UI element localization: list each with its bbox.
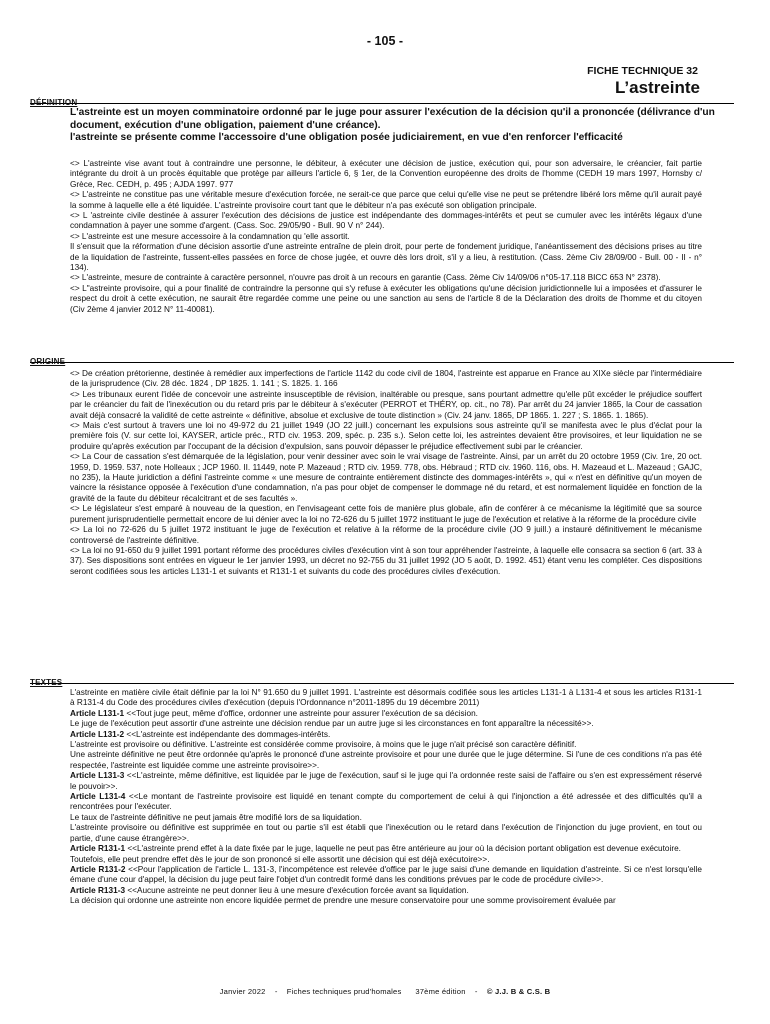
section-label-definition: DÉFINITION — [30, 98, 78, 107]
footer-copyright: © J.J. B & C.S. B — [486, 987, 551, 996]
definition-lead-1: L'astreinte est un moyen comminatoire ordonné par le juge pour assurer l'exécution de la décision qu'il a prononcée (délivrance d'un document, exécution d'une obligation, paiement d'une créance). — [70, 107, 715, 131]
textes-item — [70, 719, 702, 729]
definition-paragraph: <> L'astreinte, mesure de contrainte à caractère personnel, n'ouvre pas droit à un recours en garantie (Cass. 2ème Civ 14/09/06 n°05-17.118 BICC 653 N° 2378). — [70, 273, 661, 283]
page-number: - 105 - — [366, 34, 404, 48]
footer-separator: - — [274, 987, 278, 996]
section-rule-textes — [30, 683, 734, 684]
definition-paragraph: Il s'ensuit que la réformation d'une décision assortie d'une astreinte entraîne de plein droit, pour perte de fondement juridique, l'anéantissement des décisions prises au titre de la liquidation de l'astreinte, fussent-elles passées en force de chose jugée, et ouvre dès lors droit, s'il y a lieu, à restitution. (Cass. 2ème Civ 28/09/00 - Bull. 00 - II - n° 134). — [70, 242, 702, 273]
textes-item — [70, 813, 702, 823]
section-label-origine: ORIGINE — [30, 357, 66, 366]
article-text: <<Pour l'application de l'article L. 131-3, l'incompétence est relevée d'office par le juge saisi d'une demande en liquidation d'astreinte. Si ce n'est lorsqu'elle émane d'une cour d'appel, la décision du juge peut faire l'objet d'un contredit formé dans les conditions prévues par le code de procédure civile>>. — [70, 864, 702, 885]
article-ref: Article L131-3 — [70, 771, 125, 781]
textes-item — [70, 771, 702, 792]
article-text: L'astreinte est provisoire ou définitive. L'astreinte est considérée comme provisoire, à moins que le juge n'ait précisé son caractère définitif. — [70, 740, 577, 750]
definition-paragraph: <> L 'astreinte civile destinée à assurer l'exécution des décisions de justice est indépendante des dommages-intérêts et peut se cumuler avec les intérêts légaux d'une condamnation à payer une somme d'argent. (Cass. Soc. 29/05/90 - Bull. 90 V n° 244). — [70, 211, 702, 231]
definition-paragraph: <> L'astreinte vise avant tout à contraindre une personne, le débiteur, à exécuter une décision de justice, exécution qui, pour son adversaire, le créancier, fait partie intégrante du droit à un procès équitable que protège par ailleurs l'article 6, § 1er, de la Convention européenne des droits de l'homme (CEDH 19 mars 1997, Hornsby c/ Grèce, Rec. CEDH, p. 495 ; AJDA 1997. 977 — [70, 159, 702, 189]
origine-paragraph: <> De création prétorienne, destinée à remédier aux imperfections de l'article 1142 du code civil de 1804, l'astreinte est apparue en France au XIXe siècle par l'intermédiaire de la jurisprudence (Civ. 28 déc. 1824 , DP 1825. 1. 141 ; S. 1825. 1. 166 — [70, 369, 702, 389]
section-rule-definition — [30, 103, 734, 104]
textes-item — [70, 855, 702, 865]
origine-paragraph: <> La Cour de cassation s'est démarquée de la législation, pour venir dessiner avec soin le vrai visage de l'astreinte. Ainsi, par un arrêt du 20 octobre 1959 (Civ. 1re, 20 oct. 1959, D. 1959. 537, note Holleaux ; JCP 1960. II. 11449, note P. Mazeaud ; RTD civ. 1959. 778, obs. Hébraud ; RTD civ. 1960. 116, obs. H. Mazeaud et L. Mazeaud ; GAJC, no 235), la Haute juridiction a défini l'astreinte comme « une mesure de contrainte entièrement distincte des dommages-intérêts », qui « n'est en définitive qu'un moyen de vaincre la résistance opposée à l'exécution d'une condamnation, n'a pas pour objet de compenser le dommage né du retard, et est normalement liquidée en fonction de la gravité de la faute du débiteur récalcitrant et de ses facultés ». — [70, 452, 702, 503]
textes-item — [70, 886, 702, 896]
article-text: <<L'astreinte prend effet à la date fixée par le juge, laquelle ne peut pas être antérieure au jour où la décision portant obligation est devenue exécutoire. — [125, 844, 681, 854]
textes-body — [70, 688, 702, 907]
article-text: <<Aucune astreinte ne peut donner lieu à une mesure d'exécution forcée avant sa liquidation. — [125, 885, 469, 895]
textes-item — [70, 792, 702, 813]
origine-paragraph: <> La loi no 91-650 du 9 juillet 1991 portant réforme des procédures civiles d'exécution vint à son tour appréhender l'astreinte, à laquelle elle consacra sa section 6 (art. 33 à 37). Ses dispositions sont entrées en vigueur le 1er janvier 1993, un décret no 92-755 du 31 juillet 1992 (JO 5 août, D. 1992. 451) étant venu les compléter. Ces dispositions seront codifiées sous les articles L131-1 et suivants et R131-1 et suivants du code des procédures civiles d'exécution. — [70, 545, 702, 576]
textes-intro: L'astreinte en matière civile était définie par la loi N° 91.650 du 9 juillet 1991. L'astreinte est désormais codifiée sous les articles L131-1 à L131-4 et sous les articles R131-1 à R131-4 du Code des procédures civiles d'exécution (depuis l'Ordonnance n°2011-1895 du 19 décembre 2011) — [70, 688, 702, 708]
article-ref: Article L131-4 — [70, 792, 126, 802]
article-text: L'astreinte provisoire ou définitive est supprimée en tout ou partie s'il est établi que l'inexécution ou le retard dans l'exécution de l'injonction du juge provient, en tout ou partie, d'une cause étrangère>>. — [70, 823, 702, 843]
textes-item — [70, 844, 702, 854]
definition-body — [70, 159, 702, 315]
footer-date: Janvier 2022 — [219, 987, 266, 996]
article-text: <<Tout juge peut, même d'office, ordonner une astreinte pour assurer l'exécution de sa décision. — [124, 708, 478, 718]
article-text: Une astreinte définitive ne peut être ordonnée qu'après le prononcé d'une astreinte provisoire et pour une durée que le juge détermine. Si l'une de ces conditions n'a pas été respectée, l'astreinte est liquidée comme une astreinte provisoire>>. — [70, 750, 702, 770]
origine-paragraph: <> Mais c'est surtout à travers une loi no 49-972 du 21 juillet 1949 (JO 22 juill.) concernant les expulsions sous astreinte qu'il se manifesta avec le plus d'éclat pour la première fois (V. sur cette loi, KAYSER, article préc., RTD civ. 1953. 209, spéc. p. 235 s.). Selon cette loi, les astreintes devaient être provisoires, et leur liquidation ne se produire qu'après exécution par l'occupant de la décision d'expulsion, sans pouvoir dépasser le préjudice effectivement subi par le créancier. — [70, 421, 702, 451]
article-text: <<L'astreinte, même définitive, est liquidée par le juge de l'exécution, sauf si le juge qui l'a ordonnée reste saisi de l'affaire ou s'en est expressément réservé le pouvoir>>. — [70, 771, 703, 791]
textes-item — [70, 750, 702, 771]
article-ref: Article L131-1 — [70, 708, 125, 718]
section-label-textes: TEXTES — [30, 678, 63, 687]
origine-body — [70, 369, 702, 577]
article-ref: Article R131-3 — [70, 885, 126, 895]
article-ref: Article L131-2 — [70, 729, 125, 739]
article-text: La décision qui ordonne une astreinte non encore liquidée permet de prendre une mesure conservatoire pour une somme provisoirement évaluée par — [70, 896, 616, 906]
article-text: Le juge de l'exécution peut assortir d'une astreinte une décision rendue par un autre juge si les circonstances en font apparaître la nécessité>>. — [70, 719, 594, 729]
origine-paragraph: <> La loi no 72-626 du 5 juillet 1972 instituant le juge de l'exécution et relative à la réforme de la procédure civile (JO 9 juill.) a instauré définitivement le mécanisme controversé de l'astreinte définitive. — [70, 525, 702, 545]
textes-item — [70, 823, 702, 844]
definition-lead — [70, 107, 720, 145]
definition-lead-2: l'astreinte se présente comme l'accessoire d'une obligation posée judiciairement, en vue d'en renforcer l'efficacité — [70, 132, 623, 143]
definition-paragraph: <> L'astreinte ne constitue pas une véritable mesure d'exécution forcée, ne serait-ce que parce que celui qu'elle vise ne peut se prétendre libéré lors même qu'il aurait payé la somme à laquelle elle a été liquidée. L'astreinte provisoire court tant que le débiteur n'a pas exécuté son obligation principale. — [70, 190, 702, 210]
footer-edition: 37ème édition — [415, 987, 466, 996]
article-ref: Article R131-2 — [70, 864, 126, 874]
article-ref: Article R131-1 — [70, 844, 126, 854]
footer — [0, 987, 770, 996]
origine-paragraph: <> Les tribunaux eurent l'idée de concevoir une astreinte insusceptible de révision, inaltérable ou presque, sans pourtant admettre qu'elle pût excéder le préjudice souffert par le créancier du fait de l'inexécution ou du retard pris par le débiteur à s'exécuter (PERROT et THÉRY, op. cit., no 78). Par arrêt du 24 janvier 1865, la Cour de cassation avait déjà consacré la validité de cette astreinte « définitive, absolue et exclusive de toute distinction » (Civ. 24 janv. 1865, DP 1865. 1. 227 ; S. 1865. 1. 1865). — [70, 389, 702, 420]
fiche-label: FICHE TECHNIQUE 32 — [587, 65, 698, 77]
article-text: <<Le montant de l'astreinte provisoire est liquidé en tenant compte du comportement de celui à qui l'injonction a été adressée et des difficultés qu'il a rencontrées pour l'exécuter. — [70, 792, 703, 812]
textes-item — [70, 865, 702, 886]
footer-title: Fiches techniques prud'homales — [286, 987, 402, 996]
origine-paragraph: <> Le législateur s'est emparé à nouveau de la question, en l'envisageant cette fois de manière plus globale, afin de conférer à ce mécanisme la légitimité que sa source purement jurisprudentielle permettait encore de lui dénier avec la loi no 72-626 du 5 juillet 1972 instituant le juge de l'exécution et relative à la réforme de la procédure civile — [70, 504, 702, 524]
page-title: L’astreinte — [614, 78, 700, 97]
footer-separator: - — [474, 987, 478, 996]
definition-paragraph: <> L"astreinte provisoire, qui a pour finalité de contraindre la personne qui s'y refuse à exécuter les obligations qu'une décision juridictionnelle lui a imposées et d'assurer le respect du droit à cette exécution, ne saurait être regardée comme une peine ou une sanction au sens de l'article 8 de la Déclaration des droits de l'homme et du citoyen (Civ 2ème 4 janvier 2012 N° 11-40081). — [70, 283, 702, 314]
article-text: Le taux de l'astreinte définitive ne peut jamais être modifié lors de sa liquidation. — [70, 812, 362, 822]
textes-item — [70, 709, 702, 719]
textes-list — [70, 709, 702, 907]
article-text: Toutefois, elle peut prendre effet dès le jour de son prononcé si elle assortit une décision qui est déjà exécutoire>>. — [70, 854, 490, 864]
textes-item — [70, 896, 702, 906]
article-text: <<L'astreinte est indépendante des dommages-intérêts. — [124, 729, 331, 739]
textes-item — [70, 730, 702, 740]
section-rule-origine — [30, 362, 734, 363]
definition-paragraph: <> L'astreinte est une mesure accessoire à la condamnation qu 'elle assortit. — [70, 231, 350, 241]
textes-item — [70, 740, 702, 750]
